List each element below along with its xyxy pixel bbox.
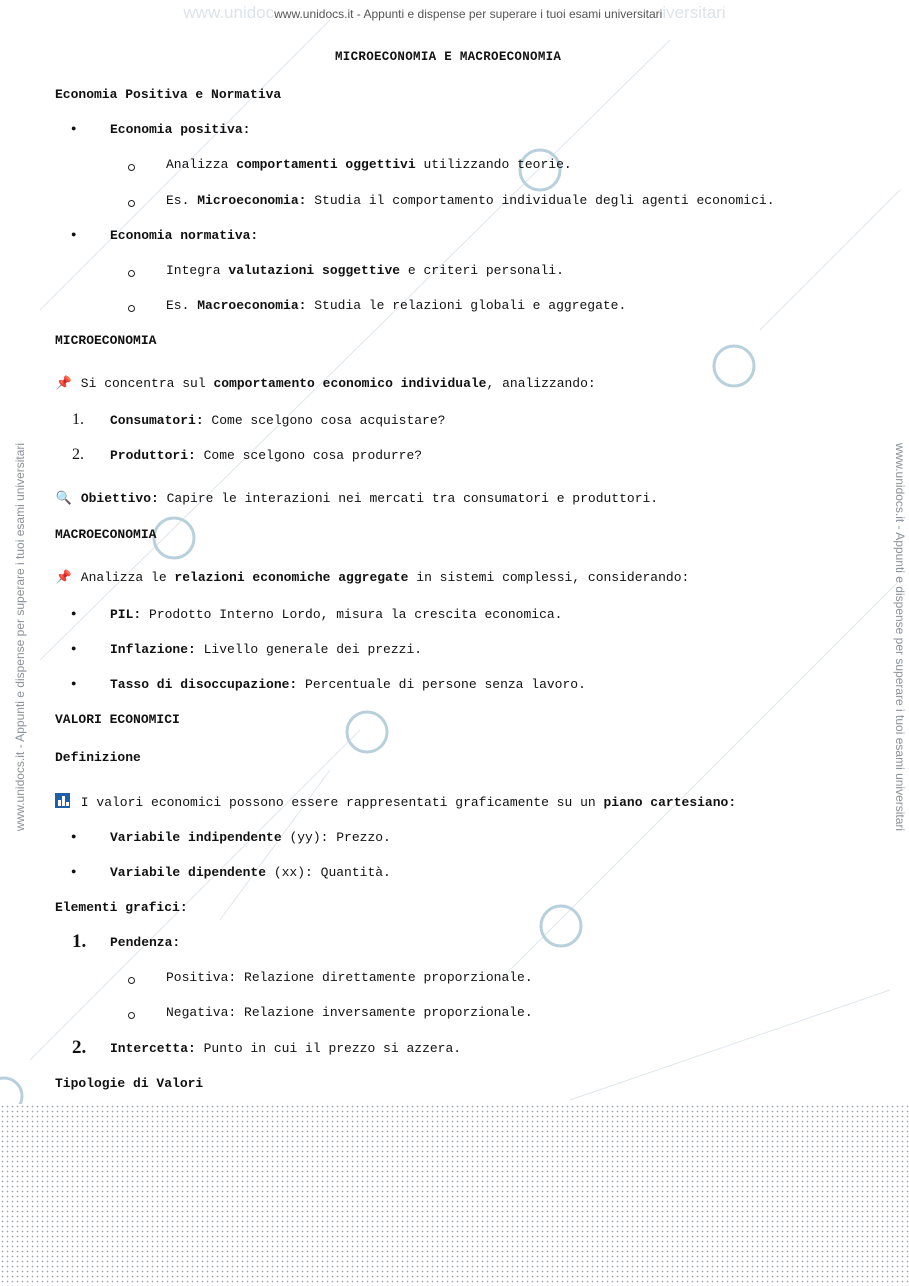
list-item: Negativa: Relazione inversamente proporzionale. (166, 1005, 533, 1020)
list-number: 2. (72, 1037, 87, 1058)
list-item: Tasso di disoccupazione: Percentuale di persone senza lavoro. (110, 677, 586, 692)
watermark-left: www.unidocs.it - Appunti e dispense per superare i tuoi esami universitari (13, 442, 27, 832)
circle-bullet-icon (128, 977, 135, 984)
list-number: 1. (72, 931, 87, 952)
list-item: Variabile indipendente (yy): Prezzo. (110, 830, 391, 845)
pushpin-icon: 📌 (55, 570, 73, 585)
paragraph: I valori economici possono essere rappresentati graficamente su un piano cartesiano: (55, 793, 736, 811)
paragraph: 🔍 Obiettivo: Capire le interazioni nei mercati tra consumatori e produttori. (55, 491, 659, 506)
list-item: Pendenza: (110, 935, 181, 950)
paragraph: 📌 Si concentra sul comportamento economico individuale, analizzando: (55, 376, 596, 391)
list-item: Es. Microeconomia: Studia il comportamento individuale degli agenti economici. (166, 193, 775, 208)
list-item: Es. Macroeconomia: Studia le relazioni globali e aggregate. (166, 298, 627, 313)
bullet-icon: ● (71, 230, 77, 240)
subsection-heading: Definizione (55, 750, 141, 765)
subsection-heading: Elementi grafici: (55, 900, 188, 915)
bullet-icon: ● (71, 679, 77, 689)
subsection-heading: Tipologie di Valori (55, 1076, 204, 1091)
paragraph: 📌 Analizza le relazioni economiche aggregate in sistemi complessi, considerando: (55, 570, 690, 585)
list-number: 2. (72, 446, 84, 463)
list-item: Intercetta: Punto in cui il prezzo si azzera. (110, 1041, 462, 1056)
list-item: Consumatori: Come scelgono cosa acquistare? (110, 413, 446, 428)
list-number: 1. (72, 411, 84, 428)
bullet-icon: ● (71, 124, 77, 134)
preview-overlay (0, 1104, 909, 1286)
circle-bullet-icon (128, 270, 135, 277)
bullet-icon: ● (71, 832, 77, 842)
magnifier-icon: 🔍 (55, 491, 73, 506)
circle-bullet-icon (128, 200, 135, 207)
list-item: Economia normativa: (110, 228, 259, 243)
list-item: PIL: Prodotto Interno Lordo, misura la crescita economica. (110, 607, 563, 622)
circle-bullet-icon (128, 305, 135, 312)
circle-bullet-icon (128, 1012, 135, 1019)
watermark-right: www.unidocs.it - Appunti e dispense per superare i tuoi esami universitari (893, 442, 907, 832)
list-item: Integra valutazioni soggettive e criteri personali. (166, 263, 564, 278)
list-item: Positiva: Relazione direttamente proporzionale. (166, 970, 533, 985)
section-heading: Economia Positiva e Normativa (55, 87, 282, 102)
bullet-icon: ● (71, 609, 77, 619)
bullet-icon: ● (71, 867, 77, 877)
circle-bullet-icon (128, 164, 135, 171)
document-title: MICROECONOMIA E MACROECONOMIA (335, 50, 562, 64)
list-item: Economia positiva: (110, 122, 251, 137)
list-item: Variabile dipendente (xx): Quantità. (110, 865, 391, 880)
list-item: Inflazione: Livello generale dei prezzi. (110, 642, 423, 657)
bullet-icon: ● (71, 644, 77, 654)
watermark-top: www.unidocwww.unidocs.it - Appunti e dispense per superare i tuoi esami universitariiversitari (183, 3, 726, 22)
section-heading: MACROECONOMIA (55, 527, 157, 542)
section-heading: MICROECONOMIA (55, 333, 157, 348)
section-heading: VALORI ECONOMICI (55, 712, 180, 727)
list-item: Produttori: Come scelgono cosa produrre? (110, 448, 423, 463)
bar-chart-icon (55, 793, 70, 808)
list-item: Analizza comportamenti oggettivi utilizzando teorie. (166, 157, 572, 172)
pushpin-icon: 📌 (55, 376, 73, 391)
